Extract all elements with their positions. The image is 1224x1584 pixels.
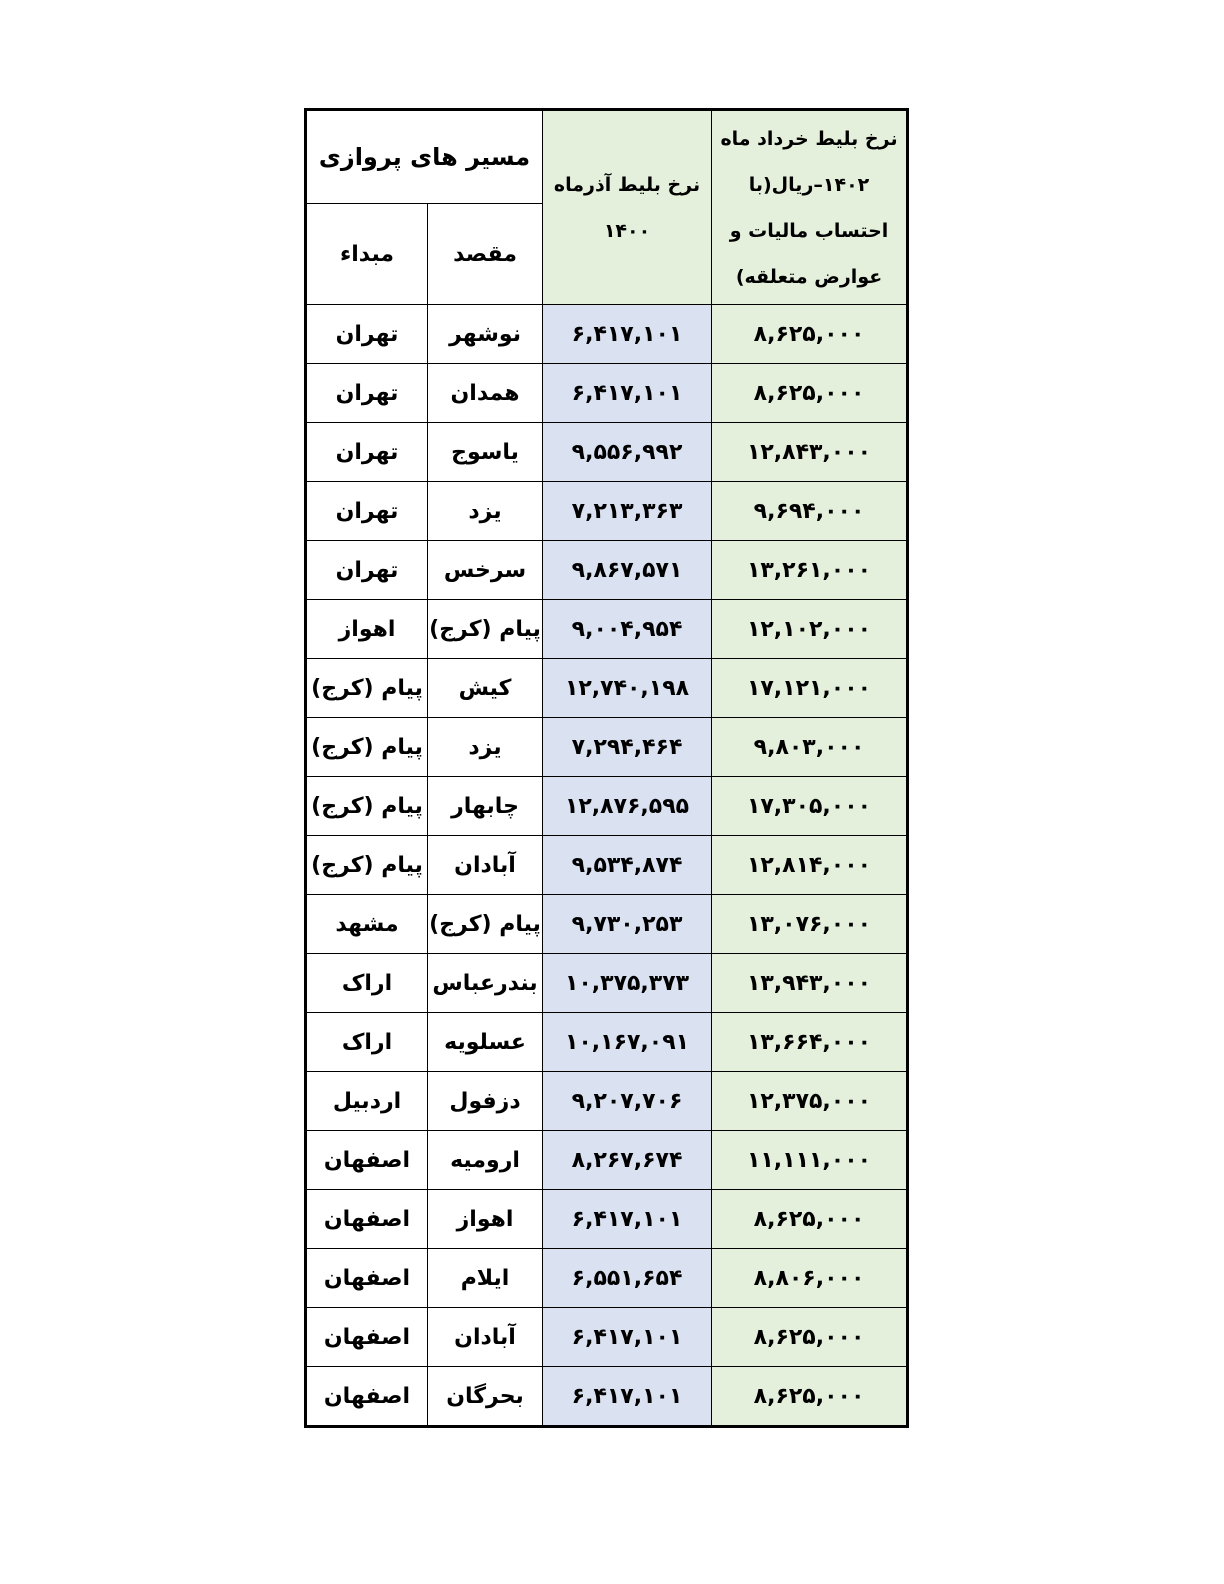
cell-destination: یاسوج (428, 423, 543, 482)
cell-new-fare: ۱۲,۳۷۵,۰۰۰ (712, 1072, 908, 1131)
cell-new-fare: ۱۳,۲۶۱,۰۰۰ (712, 541, 908, 600)
cell-destination: پیام (کرج) (428, 895, 543, 954)
cell-new-fare: ۱۲,۱۰۲,۰۰۰ (712, 600, 908, 659)
cell-new-fare: ۸,۶۲۵,۰۰۰ (712, 305, 908, 364)
cell-origin: تهران (306, 305, 428, 364)
cell-destination: همدان (428, 364, 543, 423)
table-row (306, 423, 908, 482)
table-row (306, 541, 908, 600)
cell-new-fare: ۸,۶۲۵,۰۰۰ (712, 364, 908, 423)
cell-old-fare: ۷,۲۱۳,۳۶۳ (543, 482, 712, 541)
cell-destination: اهواز (428, 1190, 543, 1249)
table-row (306, 836, 908, 895)
table-row (306, 659, 908, 718)
cell-new-fare: ۸,۶۲۵,۰۰۰ (712, 1190, 908, 1249)
cell-old-fare: ۹,۰۰۴,۹۵۴ (543, 600, 712, 659)
cell-origin: مشهد (306, 895, 428, 954)
cell-origin: پیام (کرج) (306, 777, 428, 836)
cell-new-fare: ۸,۶۲۵,۰۰۰ (712, 1367, 908, 1427)
cell-destination: نوشهر (428, 305, 543, 364)
cell-destination: آبادان (428, 1308, 543, 1367)
cell-old-fare: ۶,۴۱۷,۱۰۱ (543, 364, 712, 423)
cell-old-fare: ۱۲,۸۷۶,۵۹۵ (543, 777, 712, 836)
cell-destination: بندرعباس (428, 954, 543, 1013)
table-row (306, 1013, 908, 1072)
cell-old-fare: ۹,۵۳۴,۸۷۴ (543, 836, 712, 895)
cell-new-fare: ۹,۶۹۴,۰۰۰ (712, 482, 908, 541)
cell-old-fare: ۹,۲۰۷,۷۰۶ (543, 1072, 712, 1131)
table-row (306, 1249, 908, 1308)
cell-origin: پیام (کرج) (306, 659, 428, 718)
table-row (306, 718, 908, 777)
header-routes: مسیر های پروازی (306, 110, 543, 204)
cell-old-fare: ۶,۴۱۷,۱۰۱ (543, 1367, 712, 1427)
cell-origin: اهواز (306, 600, 428, 659)
table-row (306, 1308, 908, 1367)
cell-destination: پیام (کرج) (428, 600, 543, 659)
cell-destination: یزد (428, 718, 543, 777)
table-row (306, 305, 908, 364)
cell-old-fare: ۹,۵۵۶,۹۹۲ (543, 423, 712, 482)
cell-old-fare: ۶,۴۱۷,۱۰۱ (543, 1308, 712, 1367)
cell-old-fare: ۷,۲۹۴,۴۶۴ (543, 718, 712, 777)
table-row (306, 1190, 908, 1249)
cell-origin: اصفهان (306, 1367, 428, 1427)
table-row (306, 954, 908, 1013)
cell-origin: اصفهان (306, 1249, 428, 1308)
table-row (306, 1367, 908, 1427)
table-row (306, 777, 908, 836)
cell-destination: دزفول (428, 1072, 543, 1131)
cell-origin: تهران (306, 482, 428, 541)
cell-origin: تهران (306, 541, 428, 600)
cell-new-fare: ۸,۸۰۶,۰۰۰ (712, 1249, 908, 1308)
table-row (306, 482, 908, 541)
table-row (306, 1131, 908, 1190)
cell-destination: یزد (428, 482, 543, 541)
cell-origin: اصفهان (306, 1190, 428, 1249)
cell-origin: اصفهان (306, 1131, 428, 1190)
cell-new-fare: ۱۳,۰۷۶,۰۰۰ (712, 895, 908, 954)
cell-old-fare: ۹,۸۶۷,۵۷۱ (543, 541, 712, 600)
cell-new-fare: ۱۳,۶۶۴,۰۰۰ (712, 1013, 908, 1072)
cell-destination: ایلام (428, 1249, 543, 1308)
table-row (306, 1072, 908, 1131)
cell-new-fare: ۱۱,۱۱۱,۰۰۰ (712, 1131, 908, 1190)
header-row (306, 110, 908, 204)
cell-origin: پیام (کرج) (306, 836, 428, 895)
cell-origin: اراک (306, 954, 428, 1013)
cell-origin: تهران (306, 364, 428, 423)
cell-new-fare: ۱۲,۸۴۳,۰۰۰ (712, 423, 908, 482)
header-old-fare: نرخ بلیط آذرماه ۱۴۰۰ (543, 110, 712, 305)
cell-old-fare: ۶,۴۱۷,۱۰۱ (543, 1190, 712, 1249)
cell-destination: چابهار (428, 777, 543, 836)
cell-old-fare: ۱۰,۱۶۷,۰۹۱ (543, 1013, 712, 1072)
header-origin: مبداء (306, 204, 428, 305)
cell-destination: بحرگان (428, 1367, 543, 1427)
fare-table (304, 108, 909, 1428)
cell-new-fare: ۱۲,۸۱۴,۰۰۰ (712, 836, 908, 895)
cell-old-fare: ۱۲,۷۴۰,۱۹۸ (543, 659, 712, 718)
header-destination: مقصد (428, 204, 543, 305)
cell-new-fare: ۱۷,۱۲۱,۰۰۰ (712, 659, 908, 718)
cell-origin: اردبیل (306, 1072, 428, 1131)
cell-origin: اصفهان (306, 1308, 428, 1367)
cell-destination: عسلویه (428, 1013, 543, 1072)
cell-new-fare: ۱۳,۹۴۳,۰۰۰ (712, 954, 908, 1013)
cell-destination: آبادان (428, 836, 543, 895)
cell-old-fare: ۱۰,۳۷۵,۳۷۳ (543, 954, 712, 1013)
cell-new-fare: ۸,۶۲۵,۰۰۰ (712, 1308, 908, 1367)
table-row (306, 895, 908, 954)
cell-destination: سرخس (428, 541, 543, 600)
cell-old-fare: ۹,۷۳۰,۲۵۳ (543, 895, 712, 954)
table-row (306, 600, 908, 659)
cell-origin: اراک (306, 1013, 428, 1072)
cell-old-fare: ۶,۴۱۷,۱۰۱ (543, 305, 712, 364)
table-row (306, 364, 908, 423)
header-new-fare: نرخ بلیط خرداد ماه ۱۴۰۲–ریال(با احتساب مالیات و عوارض متعلقه) (712, 110, 908, 305)
cell-destination: کیش (428, 659, 543, 718)
cell-origin: تهران (306, 423, 428, 482)
cell-destination: ارومیه (428, 1131, 543, 1190)
cell-new-fare: ۹,۸۰۳,۰۰۰ (712, 718, 908, 777)
cell-new-fare: ۱۷,۳۰۵,۰۰۰ (712, 777, 908, 836)
cell-old-fare: ۸,۲۶۷,۶۷۴ (543, 1131, 712, 1190)
cell-origin: پیام (کرج) (306, 718, 428, 777)
cell-old-fare: ۶,۵۵۱,۶۵۴ (543, 1249, 712, 1308)
